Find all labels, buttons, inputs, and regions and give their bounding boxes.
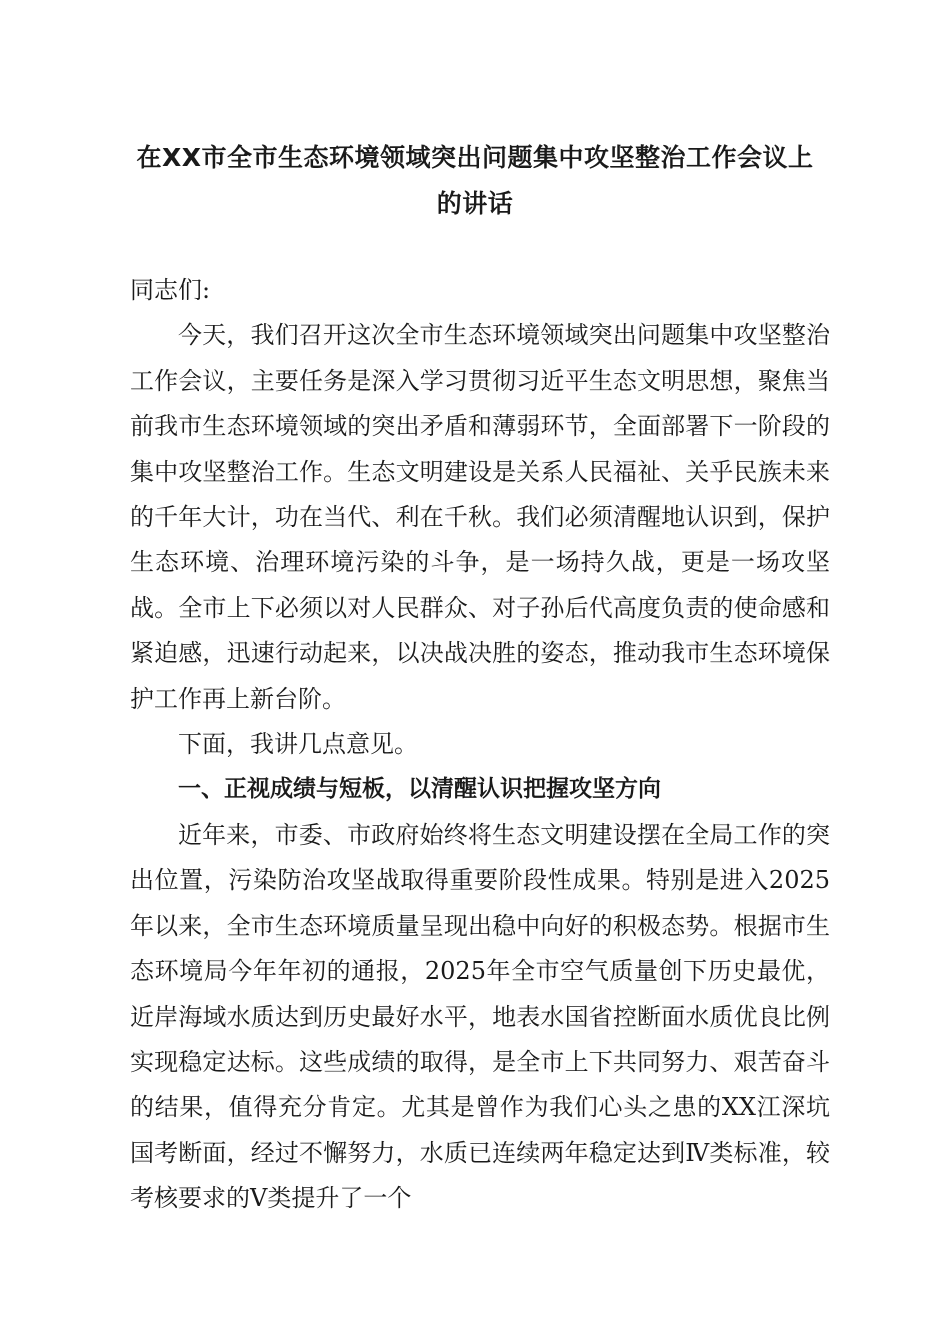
document-body xyxy=(130,268,830,1222)
paragraph-transition: 下面，我讲几点意见。 xyxy=(178,730,418,759)
title-line-2: 的讲话 xyxy=(436,189,514,218)
salutation: 同志们: xyxy=(130,276,211,304)
title-line-1: 在XX市全市生态环境领域突出问题集中攻坚整治工作会议上 xyxy=(136,143,814,172)
paragraph-opening: 今天，我们召开这次全市生态环境领域突出问题集中攻坚整治工作会议，主要任务是深入学习贯彻习近平生态文明思想，聚焦当前我市生态环境领域的突出矛盾和薄弱环节，全面部署下一阶段的集中攻坚整治工作。生态文明建设是关系人民福祉、关乎民族未来的千年大计，功在当代、利在千秋。我们必须清醒地认识到，保护生态环境、治理环境污染的斗争，是一场持久战，更是一场攻坚战。全市上下必须以对人民群众、对子孙后代高度负责的使命感和紧迫感，迅速行动起来，以决战决胜的姿态，推动我市生态环境保护工作再上新台阶。 xyxy=(130,321,830,713)
document-title xyxy=(110,135,840,227)
paragraph-section-one: 近年来，市委、市政府始终将生态文明建设摆在全局工作的突出位置，污染防治攻坚战取得重要阶段性成果。特别是进入2025年以来，全市生态环境质量呈现出稳中向好的积极态势。根据市生态环境局今年年初的通报，2025年全市空气质量创下历史最优，近岸海域水质达到历史最好水平，地表水国省控断面水质优良比例实现稳定达标。这些成绩的取得，是全市上下共同努力、艰苦奋斗的结果，值得充分肯定。尤其是曾作为我们心头之患的XX江深坑国考断面，经过不懈努力，水质已连续两年稳定达到Ⅳ类标准，较考核要求的Ⅴ类提升了一个 xyxy=(130,820,830,1213)
section-heading: 一、正视成绩与短板，以清醒认识把握攻坚方向 xyxy=(178,776,661,803)
